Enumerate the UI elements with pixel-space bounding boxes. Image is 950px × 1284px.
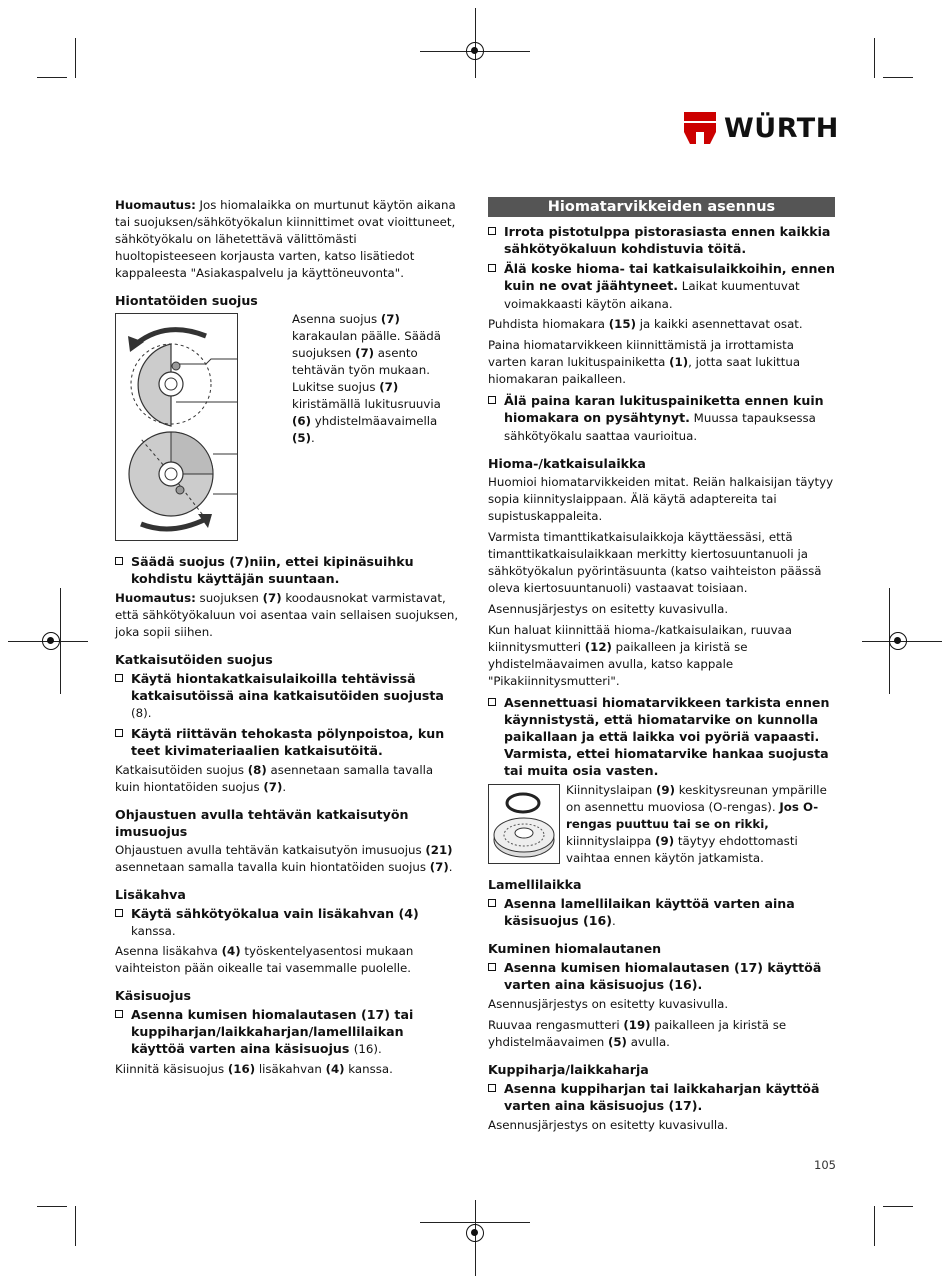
heading-cup-brush: Kuppiharja/laikkaharja [488,1062,649,1077]
registration-mark [889,632,907,650]
heading-cutting-guard: Katkaisutöiden suojus [115,652,273,667]
bullet-dust-extraction: Käytä riittävän tehokasta pölynpoistoa, kun teet kivimateriaalien katkaisutöitä. [115,725,460,759]
section-banner: Hiomatarvikkeiden asennus [488,197,835,217]
bullet-cup-brush: Asenna kuppiharjan tai laikkaharjan käyttöä varten aina käsisuojus (17). [488,1080,835,1114]
bullet-flap-disc: Asenna lamellilaikan käyttöä varten aina käsisuojus (16). [488,895,835,930]
heading-rubber-pad: Kuminen hiomalautanen [488,941,662,956]
heading-hand-guard: Käsisuojus [115,988,191,1003]
disc-dimensions-text: Huomioi hiomatarvikkeiden mitat. Reiän halkaisijan täytyy sopia kiinnityslaippaan. Älä käytä adaptereita tai supistuskappaleita. [488,475,834,523]
assembly-order-text: Asennusjärjestys on esitetty kuvasivulla. [488,602,729,616]
right-column [488,197,835,1138]
assembly-order-text-3: Asennusjärjestys on esitetty kuvasivulla. [488,1118,729,1132]
dust-guard-text: Ohjaustuen avulla tehtävän katkaisutyön imusuojus (21) asennetaan samalla tavalla kuin hiontatöiden suojus (7). [115,843,453,874]
heading-flap-disc: Lamellilaikka [488,877,582,892]
aux-handle-text: Asenna lisäkahva (4) työskentelyasentosi mukaan vaihteiston pään oikealle tai vasemmalle puolelle. [115,944,414,975]
grinding-guard-block [115,311,460,547]
diamond-disc-text: Varmista timanttikatkaisulaikkoja käyttäessäsi, että timanttikatkaisulaikkaan merkitty kiertosuuntanuoli ja sähkötyökalun pyörintäsuunta (katso vaihteiston päässä oleva kiertosuuntanuoli) vastaavat toisiaan. [488,530,822,595]
cutting-guard-text: Katkaisutöiden suojus (8) asennetaan samalla tavalla kuin hiontatöiden suojus (7). [115,763,434,794]
left-column [115,197,460,1082]
spindle-lock-text: Paina hiomatarvikkeen kiinnittämistä ja irrottamista varten karan lukituspainiketta (1), jotta saat lukittua hiomakaran paikalleen. [488,338,801,386]
heading-dust-guard: Ohjaustuen avulla tehtävän katkaisutyön imusuojus [115,807,409,839]
hand-guard-text: Kiinnitä käsisuojus (16) lisäkahvan (4) kanssa. [115,1062,393,1076]
page-number: 105 [814,1158,836,1172]
note-coding-lugs: Huomautus: suojuksen (7) koodausnokat varmistavat, että sähkötyökaluun voi asentaa vain sellaisen suojuksen, joka sopii siihen. [115,591,459,639]
bullet-rubber-pad: Asenna kumisen hiomalautasen (17) käyttöä varten aina käsisuojus (16). [488,959,835,993]
bullet-cutting-guard: Käytä hiontakatkaisulaikoilla tehtävissä katkaisutöissä aina katkaisutöiden suojusta (8). [115,670,460,722]
bullet-hot-discs: Älä koske hioma- tai katkaisulaikkoihin, ennen kuin ne ovat jäähtyneet. Laikat kuumentuvat voimakkaasti käytön aikana. [488,260,835,313]
bullet-hand-guard: Asenna kumisen hiomalautasen (17) tai kuppiharjan/laikkaharjan/lamellilaikan käyttöä varten aina käsisuojus (16). [115,1006,460,1058]
registration-mark [42,632,60,650]
registration-mark [466,42,484,60]
guard-instructions: Asenna suojus (7) karakaulan päälle. Säädä suojuksen (7) asento tehtävän työn mukaan. Lukitse suojus (7) kiristämällä lukitusruuvia (6) yhdistelmäavaimella (5). [292,312,441,445]
heading-grinding-guard: Hiontatöiden suojus [115,293,258,308]
note-damaged-disc: Huomautus: Jos hiomalaikka on murtunut käytön aikana tai suojuksen/sähkötyökalun kiinnittimet ovat vioittuneet, sähkötyökalu on lähetettävä välittömästi huoltopisteeseen korjausta varten, katso lisätiedot kappaleesta "Asiakaspalvelu ja käyttöneuvonta". [115,198,456,280]
round-nut-text: Ruuvaa rengasmutteri (19) paikalleen ja kiristä se yhdistelmäavaimen (5) avulla. [488,1018,787,1049]
bullet-spindle-lock: Älä paina karan lukituspainiketta ennen kuin hiomakara on pysähtynyt. Muussa tapauksessa sähkötyökalu saattaa vaurioitua. [488,392,835,445]
bullet-adjust-guard: Säädä suojus (7)niin, ettei kipinäsuihku kohdistu käyttäjän suuntaan. [115,553,460,587]
bullet-unplug: Irrota pistotulppa pistorasiasta ennen kaikkia sähkötyökaluun kohdistuvia töitä. [488,223,835,257]
registration-mark [466,1224,484,1242]
brand-name: WÜRTH [724,112,839,144]
flange-text: Kiinnityslaipan (9) keskitysreunan ympärille on asennettu muoviosa (O-rengas). Jos O-rengas puuttuu tai se on rikki, kiinnityslaippa (9) täytyy ehdottomasti vaihtaa ennen käytön jatkamista. [566,783,827,865]
heading-disc: Hioma-/katkaisulaikka [488,456,646,471]
assembly-order-text-2: Asennusjärjestys on esitetty kuvasivulla. [488,997,729,1011]
flange-block [488,782,835,866]
wurth-logo [684,112,839,144]
guard-figure [115,313,238,541]
clean-spindle-text: Puhdista hiomakara (15) ja kaikki asennettavat osat. [488,317,803,331]
heading-aux-handle: Lisäkahva [115,887,186,902]
clamping-nut-text: Kun haluat kiinnittää hioma-/katkaisulaikan, ruuvaa kiinnitysmutteri (12) paikalleen ja kiristä se yhdistelmäavaimen avulla, katso kappale "Pikakiinnitysmutteri". [488,623,793,688]
flange-figure [488,784,560,864]
bullet-check-seating: Asennettuasi hiomatarvikkeen tarkista ennen käynnistystä, että hiomatarvike on kunnolla paikallaan ja että laikka voi pyöriä vapaasti. Varmista, ettei hiomatarvike hankaa suojusta tai muita osia vasten. [488,694,835,779]
wurth-logo-icon [684,112,716,144]
bullet-aux-handle: Käytä sähkötyökalua vain lisäkahvan (4) kanssa. [115,905,460,940]
